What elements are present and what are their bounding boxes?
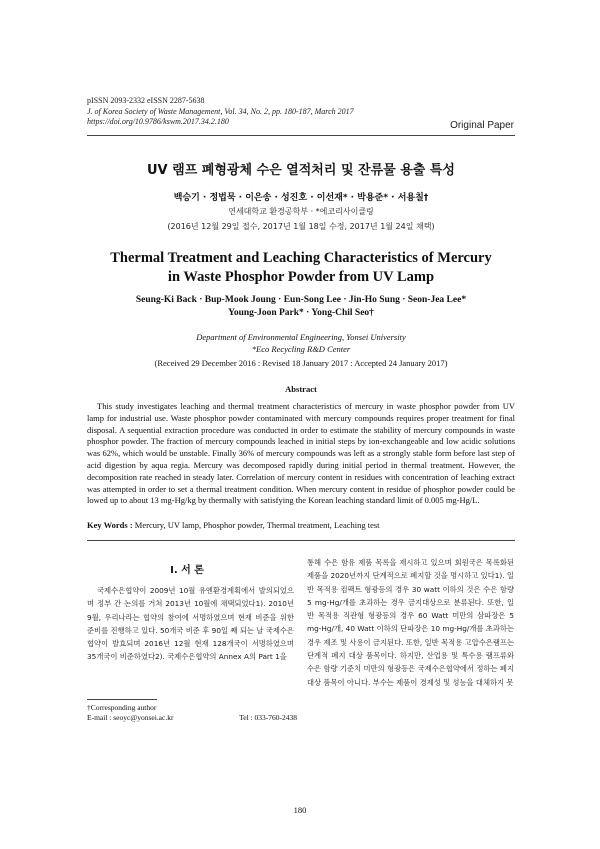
english-authors-line2: Young-Joon Park* · Yong-Chil Seo† — [228, 308, 374, 318]
korean-dates: (2016년 12월 29일 접수, 2017년 1월 18일 수정, 2017년 1월 24일 채택) — [167, 222, 435, 231]
keywords-rule — [87, 540, 515, 541]
doi-link[interactable]: https://doi.org/10.9786/kswm.2017.34.2.180 — [87, 117, 229, 126]
english-affiliation — [87, 331, 515, 355]
english-authors — [87, 294, 515, 320]
korean-title: UV 램프 폐형광체 수은 열적처리 및 잔류물 용출 특성 — [147, 163, 455, 178]
english-title-line1: Thermal Treatment and Leaching Characteristics of Mercury — [110, 250, 492, 266]
journal-meta — [87, 96, 354, 128]
body-left-column: 국제수은협약이 2009년 10월 유엔환경계획에서 발의되었으며 정부 간 논의를 거쳐 2013년 10월에 채택되었다1). 2010년 9월, 우리나라는 협약의 참여에 서명하였으며 현재 비준을 위한 준비를 진행하고 있다. 50개국 비준 후 90일 째 되는 날 국제수은협약이 발효되며 2016년 12월 현재 128개국이 서명하였으며 35개국이 비준하였다2). 국제수은협약의 Annex A의 Part 1을 — [87, 586, 294, 662]
author-email: E-mail : seoyc@yonsei.ac.kr — [87, 713, 174, 722]
english-title-line2: in Waste Phosphor Powder from UV Lamp — [167, 269, 435, 285]
english-authors-line1: Seung-Ki Back · Bup-Mook Joung · Eun-Song Lee · Jin-Ho Sung · Seon-Jea Lee* — [135, 295, 467, 305]
korean-affiliation: 연세대학교 환경공학부 · *에코리사이클링 — [228, 207, 374, 216]
keywords — [87, 520, 515, 530]
english-affil-line2: *Eco Recycling R&D Center — [251, 344, 351, 354]
section-heading: I. 서 론 — [170, 565, 204, 576]
english-title — [87, 249, 515, 287]
body-right-column: 통해 수은 함유 제품 목록을 제시하고 있으며 회원국은 목록화된 제품을 2020년까지 단계적으로 폐지할 것을 명시하고 있다1). 일반 목적용 컴팩트 형광등의 경우 30 watt 이하의 것은 수은 함량 5 mg-Hg/개를 초과하는 경우 금지대상으로 분류된다. 또한, 일반 목적용 직관형 형광등의 경우 60 Watt 미만의 삼파장은 5 mg-Hg/개, 40 Watt 이하의 단파장은 10 mg-Hg/개를 초과하는 경우 제조 및 사용이 금지된다. 또한, 일반 목적용 고압수은램프는 단계적 폐지 대상 품목이다. 하지만, 산업용 및 특수용 램프류와 수은 함량 기준치 미만의 형광등은 국제수은협약에서 정하는 폐지 대상 품목이 아니다. 부수는 제품이 경제성 및 성능을 대체하지 못 — [307, 558, 514, 687]
footnote-rule — [87, 699, 157, 700]
keywords-text: Mercury, UV lamp, Phosphor powder, Thermal treatment, Leaching test — [132, 520, 380, 530]
abstract-text: This study investigates leaching and thermal treatment characteristics of mercury in waste phosphor powder from UV lamp for industrial use. Waste phosphor powder contaminated with mercury compounds requires proper treatment for final disposal. A sequential extraction procedure was conducted in order to estimate the stability of mercury compounds in waste phosphor powder. The fraction of mercury compounds leached in initial steps by ion-exchangeable and low acidic solutions was 62%, which would be unstable. Finally 36% of mercury compounds was left as a strongly stable form before last step of acid digestion by aqua regia. Mercury was decomposed rapidly during initial period in thermal treatment. However, the decomposition rate reached in steady later. Correlation of mercury content in residues with concentration of leaching extract was attempted in order to set a thermal treatment condition. When mercury content in residue of phosphor powder could be lowed up to about 13 mg-Hg/kg by thermally with satisfying the Korean leaching standard limit of 0.005 mg-Hg/L. — [87, 401, 515, 506]
issn: pISSN 2093-2332 eISSN 2287-5638 — [87, 96, 205, 105]
paper-type: Original Paper — [450, 120, 514, 131]
header-rule — [87, 135, 515, 136]
footnote — [87, 703, 297, 723]
corresponding-author: †Corresponding author — [87, 703, 157, 712]
abstract-heading: Abstract — [285, 384, 317, 394]
journal-citation: J. of Korea Society of Waste Management, Vol. 34, No. 2, pp. 180-187, March 2017 — [87, 106, 354, 116]
keywords-label: Key Words : — [87, 520, 133, 530]
korean-authors: 백승기 · 정법묵 · 이은송 · 성진호 · 이선재* · 박용준* · 서용칠† — [173, 193, 429, 203]
english-affil-line1: Department of Environmental Engineering, Yonsei University — [196, 332, 406, 342]
page-number: 180 — [293, 805, 307, 815]
english-dates: (Received 29 December 2016 : Revised 18 January 2017 : Accepted 24 January 2017) — [154, 358, 448, 368]
author-tel: Tel : 033-760-2438 — [239, 713, 297, 722]
